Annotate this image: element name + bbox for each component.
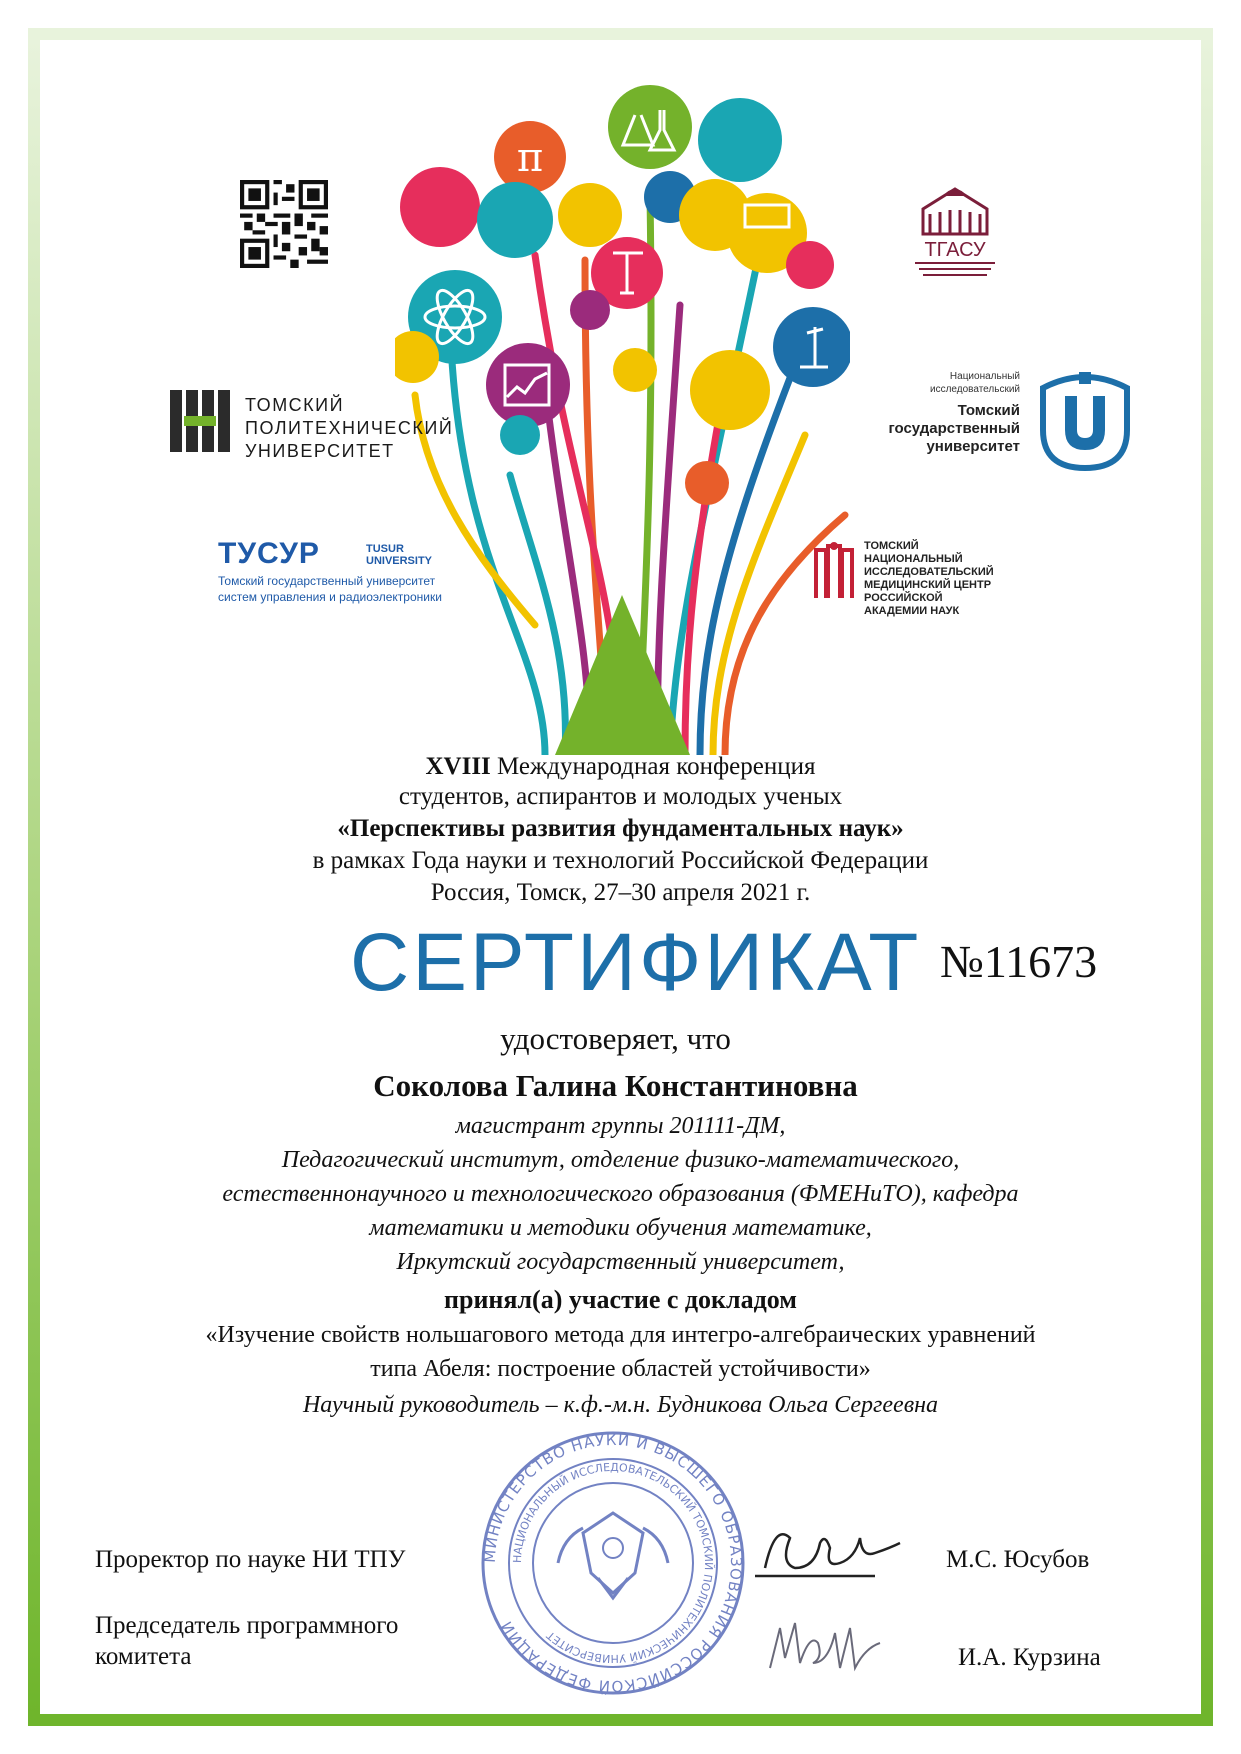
- certifies-text: удостоверяет, что: [500, 1021, 731, 1056]
- conference-location-date: Россия, Томск, 27–30 апреля 2021 г.: [430, 879, 811, 906]
- tpu-name: ТОМСКИЙ ПОЛИТЕХНИЧЕСКИЙ УНИВЕРСИТЕТ: [245, 395, 454, 461]
- tnimc-name: ТОМСКИЙ НАЦИОНАЛЬНЫЙ ИССЛЕДОВАТЕЛЬСКИЙ МЕДИЦИНСКИЙ ЦЕНТР РОССИЙСКОЙ АКАДЕМИИ НАУК: [864, 540, 994, 617]
- chair-title: Председатель программного комитета: [95, 1612, 399, 1670]
- tusur-logo: [218, 537, 518, 605]
- signature-kurzina: [760, 1608, 910, 1678]
- tusur-wordmark: ТУСУР: [218, 537, 320, 570]
- participation-text: принял(а) участие с докладом: [444, 1285, 797, 1314]
- tusur-subtitle: Томский государственный университет систем управления и радиоэлектроники: [218, 574, 442, 604]
- supervisor-line: Научный руководитель – к.ф.-м.н. Будникова Ольга Сергеевна: [302, 1392, 939, 1418]
- tpu-emblem: [170, 390, 230, 452]
- report-title-line-2: типа Абеля: построение областей устойчивости»: [370, 1356, 871, 1382]
- official-stamp: [478, 1428, 748, 1698]
- affiliation-line-5: Иркутский государственный университет,: [396, 1249, 845, 1275]
- tgasu-emblem: [905, 174, 1005, 289]
- prorector-title: Проректор по науке НИ ТПУ: [95, 1546, 406, 1573]
- conference-line-2: студентов, аспирантов и молодых ученых: [398, 783, 843, 810]
- tusur-english: TUSUR UNIVERSITY: [366, 543, 433, 567]
- tgu-small-text: Национальный исследовательский: [930, 371, 1020, 395]
- prorector-name: М.С. Юсубов: [946, 1546, 1090, 1573]
- recipient-name: Соколова Галина Константиновна: [373, 1068, 858, 1103]
- signature-yusubov: [755, 1518, 935, 1588]
- affiliation-line-3: естественнонаучного и технологического образования (ФМЕНиТО), кафедра: [222, 1181, 1019, 1207]
- tgasu-abbr: ТГАСУ: [924, 239, 986, 261]
- chair-name: И.А. Курзина: [958, 1644, 1101, 1671]
- svg-text:НАЦИОНАЛЬНЫЙ ИССЛЕДОВАТЕЛЬСКИЙ: [511, 1461, 715, 1665]
- science-tree-illustration: [395, 85, 850, 755]
- affiliation-line-1: магистрант группы 201111-ДМ,: [455, 1113, 786, 1139]
- tgu-emblem: [1035, 368, 1135, 473]
- stamp-inner-text: НАЦИОНАЛЬНЫЙ ИССЛЕДОВАТЕЛЬСКИЙ ТОМСКИЙ ПОЛИТЕХНИЧЕСКИЙ УНИВЕРСИТЕТ: [510, 1460, 716, 1666]
- tgasu-logo: [905, 174, 1005, 294]
- qr-code: [240, 180, 328, 268]
- conference-line-4: в рамках Года науки и технологий Российской Федерации: [312, 847, 929, 874]
- affiliation-line-2: Педагогический институт, отделение физико-математического,: [281, 1147, 960, 1173]
- conference-title: Международная конференция: [490, 753, 816, 780]
- certificate-number: №11673: [940, 936, 1098, 987]
- conference-name: «Перспективы развития фундаментальных наук»: [337, 815, 904, 842]
- tgu-name: Томский государственный университет: [888, 402, 1020, 455]
- affiliation-line-4: математики и методики обучения математике,: [369, 1215, 872, 1241]
- certificate-title: СЕРТИФИКАТ: [350, 917, 922, 1008]
- stamp-outer-text: МИНИСТЕРСТВО НАУКИ И ВЫСШЕГО ОБРАЗОВАНИЯ РОССИЙСКОЙ ФЕДЕРАЦИИ: [480, 1430, 746, 1696]
- conference-number: XVIII: [425, 753, 491, 780]
- report-title-line-1: «Изучение свойств нольшагового метода для интегро-алгебраических уравнений: [205, 1322, 1036, 1348]
- tnimc-emblem: [812, 540, 856, 600]
- svg-text:π: π: [516, 135, 544, 181]
- conference-line-1: [0, 752, 1241, 782]
